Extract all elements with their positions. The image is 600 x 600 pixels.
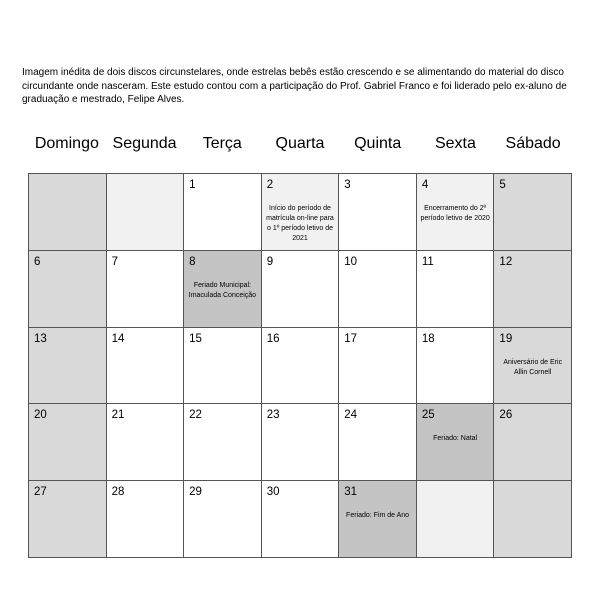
day-number: 16 bbox=[266, 332, 280, 345]
day-number: 24 bbox=[344, 409, 358, 422]
day-number: 20 bbox=[34, 409, 47, 422]
day-number: 15 bbox=[189, 332, 202, 345]
calendar-day-cell bbox=[184, 328, 262, 405]
calendar-day-cell bbox=[417, 251, 495, 328]
calendar-day-cell bbox=[29, 174, 107, 251]
calendar-day-cell bbox=[107, 481, 185, 558]
calendar-day-cell bbox=[107, 251, 185, 328]
calendar-day-cell bbox=[339, 174, 417, 251]
day-number: 1 bbox=[189, 179, 196, 191]
day-number: 5 bbox=[499, 179, 506, 191]
calendar-day-cell bbox=[262, 328, 340, 405]
weekday-label: Terça bbox=[202, 135, 242, 152]
day-number: 31 bbox=[344, 486, 358, 499]
day-number: 6 bbox=[34, 255, 41, 268]
day-number: 12 bbox=[499, 255, 513, 268]
weekday-label: Quinta bbox=[354, 135, 402, 152]
weekday-label: Quarta bbox=[275, 135, 325, 152]
calendar-day-cell bbox=[107, 328, 185, 405]
calendar-day-cell bbox=[29, 328, 107, 405]
day-number: 21 bbox=[111, 409, 125, 422]
day-number: 29 bbox=[189, 486, 202, 499]
calendar-day-cell bbox=[494, 404, 572, 481]
calendar-day-cell bbox=[29, 404, 107, 481]
day-number: 27 bbox=[34, 486, 47, 499]
calendar-day-cell bbox=[29, 251, 107, 328]
day-number: 7 bbox=[111, 255, 118, 268]
day-event-note: Início do período de matrícula on-line para o 1º período letivo de 2021 bbox=[266, 205, 334, 242]
day-number: 22 bbox=[189, 409, 202, 422]
day-number: 13 bbox=[34, 332, 47, 345]
calendar-day-cell bbox=[262, 174, 340, 251]
day-number: 30 bbox=[266, 486, 280, 499]
day-event-note: Feriado Municipal: Imaculada Conceição bbox=[188, 281, 257, 299]
calendar-day-cell bbox=[339, 404, 417, 481]
day-number: 18 bbox=[421, 332, 435, 345]
calendar-day-cell bbox=[262, 481, 340, 558]
calendar-day-cell bbox=[184, 174, 262, 251]
calendar-day-cell bbox=[184, 404, 262, 481]
weekday-label: Segunda bbox=[112, 135, 177, 152]
calendar-day-cell bbox=[107, 404, 185, 481]
day-number: 8 bbox=[189, 255, 196, 268]
day-number: 19 bbox=[499, 332, 513, 345]
calendar-day-cell bbox=[417, 328, 495, 405]
calendar-day-cell bbox=[494, 481, 572, 558]
calendar-day-cell bbox=[494, 328, 572, 405]
calendar-day-cell bbox=[339, 328, 417, 405]
calendar-day-cell bbox=[494, 174, 572, 251]
day-number: 26 bbox=[499, 409, 513, 422]
day-event-note: Encerramento do 2º período letivo de 2020 bbox=[420, 205, 490, 222]
day-number: 17 bbox=[344, 332, 358, 345]
calendar-grid bbox=[28, 173, 572, 558]
weekday-label: Domingo bbox=[34, 135, 99, 152]
day-event-note: Feriado: Fim de Ano bbox=[346, 512, 410, 520]
calendar-day-cell bbox=[184, 481, 262, 558]
calendar-day-cell bbox=[107, 174, 185, 251]
day-number: 28 bbox=[111, 486, 125, 499]
weekday-label: Sexta bbox=[434, 135, 476, 152]
day-number: 23 bbox=[266, 409, 280, 422]
calendar-day-cell bbox=[29, 481, 107, 558]
day-number: 14 bbox=[111, 332, 125, 345]
calendar-day-cell bbox=[494, 251, 572, 328]
weekday-header bbox=[28, 133, 572, 157]
day-number: 25 bbox=[421, 409, 435, 422]
day-number: 10 bbox=[344, 255, 358, 268]
calendar-day-cell bbox=[262, 251, 340, 328]
calendar-day-cell bbox=[184, 251, 262, 328]
day-number: 11 bbox=[421, 255, 434, 268]
calendar-day-cell bbox=[417, 174, 495, 251]
day-number: 9 bbox=[266, 255, 274, 268]
day-event-note: Feriado: Natal bbox=[433, 435, 478, 443]
calendar-day-cell bbox=[339, 481, 417, 558]
day-number: 2 bbox=[266, 179, 274, 191]
calendar-day-cell bbox=[339, 251, 417, 328]
calendar-day-cell bbox=[262, 404, 340, 481]
page-caption: Imagem inédita de dois discos circunstelares, onde estrelas bebês estão crescendo e se alimentando do material do disco circundante onde nasceram. Este estudo contou com a participação do Prof. Gabriel Franco e foi liderado pelo ex-aluno de graduação e mestrado, Felipe Alves. bbox=[22, 67, 567, 105]
weekday-label: Sábado bbox=[505, 135, 561, 152]
calendar-day-cell bbox=[417, 481, 495, 558]
day-number: 3 bbox=[344, 179, 351, 191]
day-number: 4 bbox=[421, 179, 429, 191]
day-event-note: Aniversário de Eric Allin Cornell bbox=[503, 358, 563, 376]
calendar-day-cell bbox=[417, 404, 495, 481]
